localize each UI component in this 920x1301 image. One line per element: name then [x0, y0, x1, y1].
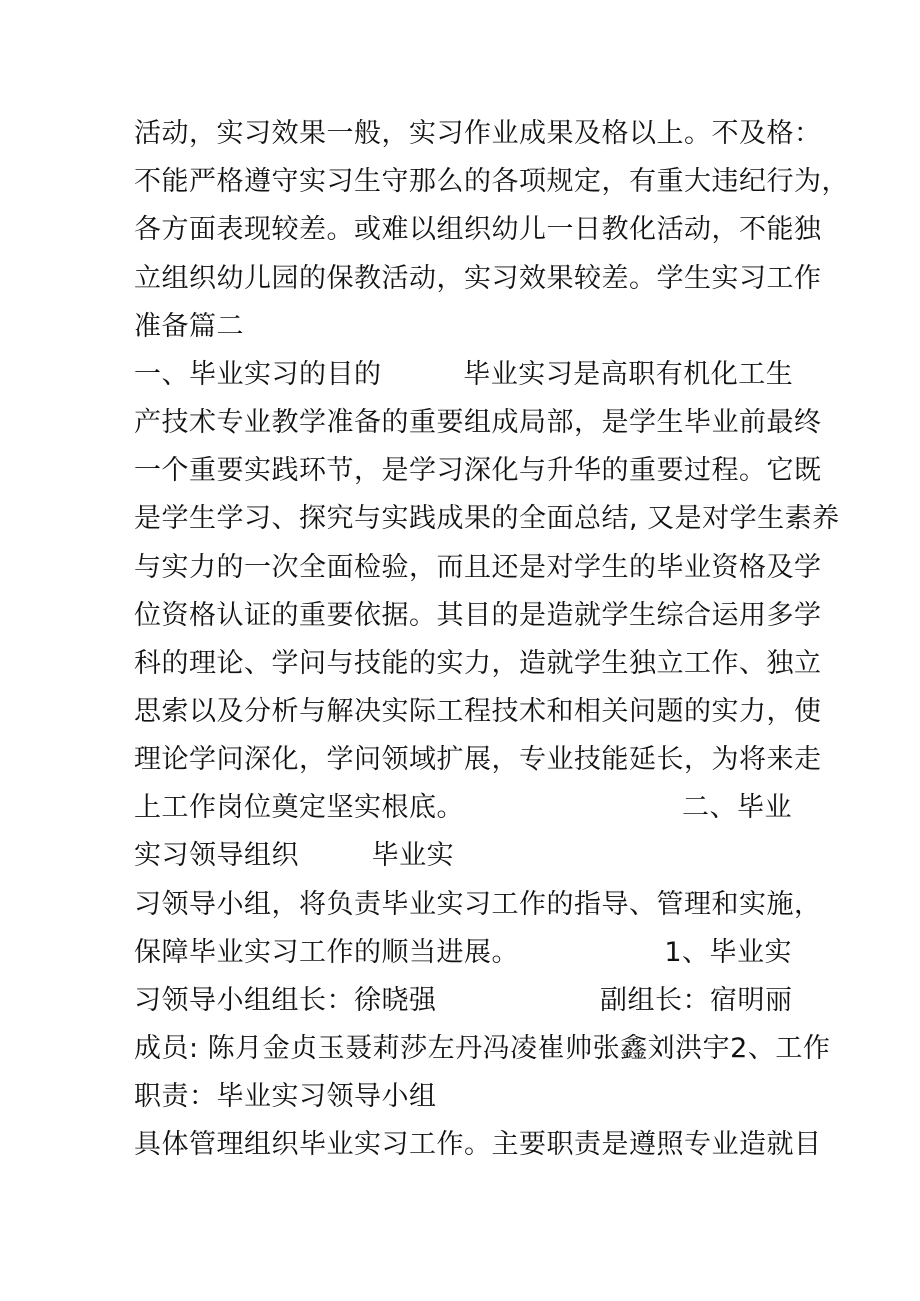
text-line-6: 一、毕业实习的目的 毕业实习是高职有机化工生: [134, 359, 794, 390]
text-line-5: 准备篇二: [134, 311, 244, 342]
text-line-21: 职责：毕业实习领导小组: [134, 1081, 437, 1112]
text-line-19: 习领导小组组长：徐晓强 副组长：宿明丽: [134, 985, 793, 1016]
text-line-20: 成员: 陈月金贞玉聂莉莎左丹冯凌崔帅张鑫刘洪宇2、工作: [134, 1033, 831, 1064]
text-line-14: 理论学问深化，学问领域扩展，专业技能延长，为将来走: [134, 744, 822, 775]
text-line-18: 保障毕业实习工作的顺当进展。 1、毕业实: [134, 937, 792, 968]
text-line-3: 各方面表现较差。或难以组织幼儿一日教化活动，不能独: [134, 214, 822, 245]
text-line-17: 习领导小组，将负责毕业实习工作的指导、管理和实施，: [134, 889, 822, 920]
text-line-8: 一个重要实践环节，是学习深化与升华的重要过程。它既: [134, 455, 822, 486]
text-line-11: 位资格认证的重要依据。其目的是造就学生综合运用多学: [134, 600, 822, 631]
text-line-12: 科的理论、学问与技能的实力，造就学生独立工作、独立: [134, 648, 822, 679]
text-line-4: 立组织幼儿园的保教活动，实习效果较差。学生实习工作: [134, 263, 822, 294]
text-line-13: 思索以及分析与解决实际工程技术和相关问题的实力，使: [134, 696, 822, 727]
text-line-2: 不能严格遵守实习生守那么的各项规定，有重大违纪行为，: [134, 166, 849, 197]
text-line-1: 活动，实习效果一般，实习作业成果及格以上。不及格：: [134, 118, 822, 149]
text-line-10: 与实力的一次全面检验，而且还是对学生的毕业资格及学: [134, 552, 822, 583]
text-line-15: 上工作岗位奠定坚实根底。 二、毕业: [134, 792, 792, 823]
text-line-16: 实习领导组织 毕业实: [134, 840, 455, 871]
text-line-7: 产技术专业教学准备的重要组成局部，是学生毕业前最终: [134, 407, 822, 438]
text-line-9: 是学生学习、探究与实践成果的全面总结, 又是对学生素养: [134, 503, 840, 534]
text-line-22: 具体管理组织毕业实习工作。主要职责是遵照专业造就目: [134, 1129, 822, 1160]
